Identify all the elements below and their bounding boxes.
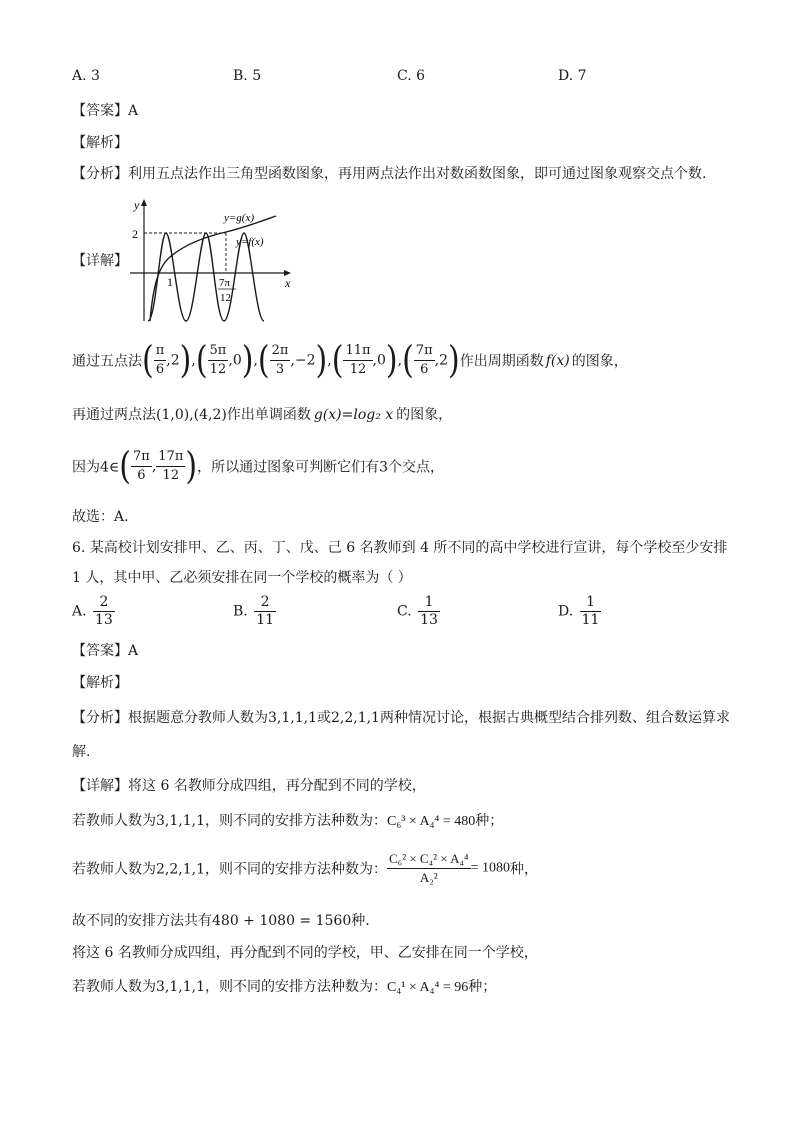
q6-stem-1: 6. 某高校计划安排甲、乙、丙、丁、戊、己 6 名教师到 4 所不同的高中学校进行宣讲，每个学校至少安排 [72, 540, 728, 556]
answer-tag: 【 答案 】 [72, 643, 128, 659]
formula: = 1080 [470, 860, 510, 876]
text: 因为4∈ [72, 459, 120, 476]
frac-num: 7π [131, 448, 152, 467]
label-f: y=f(x) [236, 236, 264, 248]
fenxi-text: 根据题意分教师人数为3,1,1,1或2,2,1,1两种情况讨论，根据古典概型结合排列数、组合数运算求 [128, 710, 730, 726]
label-x: x [285, 276, 291, 290]
option-letter: A. [72, 603, 87, 620]
q5-answer-line [72, 100, 138, 120]
frac-num: 7π [414, 342, 435, 361]
point-y: 0 [376, 352, 386, 369]
q6-detail-3 [72, 850, 538, 887]
points: (1,0),(4,2) [156, 407, 227, 423]
q6-option-b [233, 594, 278, 629]
text: 通过五点法 [72, 353, 142, 370]
frac-den: 11 [581, 612, 600, 628]
frac-den: 12 [162, 468, 180, 483]
frac-num: 2 [93, 594, 115, 612]
point-y: −2 [294, 352, 316, 369]
frac-den: 6 [155, 362, 165, 377]
detail-tag: 【 详解 】 [72, 778, 128, 794]
q6-fenxi-1 [72, 707, 730, 727]
frac-num: 1 [418, 594, 440, 612]
text: 种； [468, 979, 497, 995]
label-tick-den: 12 [220, 292, 231, 304]
q6-fenxi-2: 解. [72, 744, 91, 760]
q5-option-a: A. 3 [72, 68, 100, 84]
q6-detail-5: 将这 6 名教师分成四组，再分配到不同的学校，甲、乙安排在同一个学校， [72, 945, 538, 961]
text: 作出单调函数 [226, 407, 311, 423]
q5-option-d: D. 7 [558, 68, 587, 84]
q5-option-c: C. 6 [397, 68, 426, 84]
q6-analysis-heading [72, 672, 128, 692]
text: 的图象， [571, 353, 628, 370]
frac-num: π [154, 342, 167, 361]
q5-analysis-heading [72, 132, 128, 152]
frac-num: C₆² × C₄² × A₄⁴ [387, 850, 471, 869]
fenxi-tag: 【 分析 】 [72, 166, 128, 182]
point-y: 0 [232, 352, 242, 369]
q6-option-c [397, 594, 442, 629]
text: 若教师人数为3,1,1,1，则不同的安排方法种数为： [72, 813, 387, 829]
frac-den: 6 [420, 362, 429, 377]
text: 若教师人数为2,2,1,1，则不同的安排方法种数为： [72, 861, 387, 878]
answer-value: A [128, 103, 139, 119]
function-graph [126, 197, 296, 325]
frac-den: 13 [420, 612, 438, 628]
q5-five-point-line: 通过五点法( $\frac{\pi}{6}$ ,2),( $\frac{5\pi}{12}$ ,0),( $\frac{2\pi}{3}$ ,−2),( $\frac{11\pi}{12}$ ,0),( $\frac{7\pi}{6}$ ,2)作出周期函数 f(x) 的图象， [72, 338, 628, 382]
frac-den: 3 [275, 362, 285, 377]
frac-den: 12 [209, 362, 227, 377]
text: 种； [475, 813, 504, 829]
frac-num: 5π [208, 342, 229, 361]
analysis-tag: 【 解析 】 [72, 675, 128, 691]
label-g: y=g(x) [224, 212, 255, 224]
point-y: 2 [170, 352, 180, 369]
q5-option-b: B. 5 [233, 68, 262, 84]
frac-den: A₂² [419, 870, 438, 885]
text: 的图象， [396, 407, 453, 423]
q6-detail-6 [72, 976, 496, 996]
q6-answer-line [72, 640, 138, 660]
fenxi-tag: 【 分析 】 [72, 710, 128, 726]
formula: C₄¹ × A₄⁴ = 96 [386, 980, 469, 995]
text: 作出周期函数 [459, 353, 544, 370]
q5-conclusion: 故选：A. [72, 509, 129, 525]
q6-detail-1 [72, 775, 426, 795]
text: ，所以通过图象可判断它们有3个交点， [197, 459, 444, 476]
answer-tag: 【 答案 】 [72, 103, 128, 119]
label-1: 1 [167, 275, 173, 289]
label-2: 2 [132, 227, 138, 241]
label-y: y [134, 198, 140, 212]
option-letter: C. [397, 603, 412, 620]
detail-text: 将这 6 名教师分成四组，再分配到不同的学校， [128, 778, 426, 794]
q5-fenxi [72, 163, 706, 183]
frac-den: 12 [349, 362, 367, 377]
label-tick-num: 7π [219, 277, 231, 289]
q6-detail-4: 故不同的安排方法共有480 + 1080 = 1560种. [72, 913, 370, 929]
point-y: 2 [439, 352, 448, 369]
q6-option-a [72, 594, 117, 629]
frac-den: 13 [95, 612, 113, 628]
detail-tag: 【 详解 】 [72, 253, 128, 269]
frac-num: 1 [580, 594, 602, 612]
text: 再通过两点法 [72, 407, 156, 423]
func: f(x) [545, 352, 570, 369]
text: 种， [510, 861, 538, 878]
q5-two-point-line [72, 404, 452, 424]
q6-stem-2: 1 人，其中甲、乙必须安排在同一个学校的概率为（ ） [72, 570, 412, 586]
formula: C₆³ × A₄⁴ = 480 [386, 814, 476, 829]
q5-interval-line: 因为4∈( $\frac{7\pi}{6}$ , $\frac{17\pi}{12}$ )，所以通过图象可判断它们有3个交点， [72, 444, 444, 488]
fenxi-text: 利用五点法作出三角型函数图象，再用两点法作出对数函数图象，即可通过图象观察交点个数. [128, 166, 707, 182]
y-axis-arrow [141, 199, 147, 206]
text: 若教师人数为3,1,1,1，则不同的安排方法种数为： [72, 979, 387, 995]
option-letter: D. [558, 603, 574, 620]
q6-detail-2 [72, 810, 503, 830]
q6-option-d [558, 594, 603, 629]
frac-den: 11 [256, 612, 275, 628]
frac-num: 2 [254, 594, 276, 612]
func: g(x)=log₂ x [313, 407, 394, 423]
analysis-tag: 【 解析 】 [72, 135, 128, 151]
option-letter: B. [233, 603, 248, 620]
q5-detail-heading [72, 250, 128, 270]
frac-num: 11π [343, 342, 372, 361]
frac-den: 6 [137, 468, 146, 483]
frac-num: 2π [270, 342, 291, 361]
answer-value: A [128, 643, 139, 659]
frac-num: 17π [156, 448, 185, 467]
